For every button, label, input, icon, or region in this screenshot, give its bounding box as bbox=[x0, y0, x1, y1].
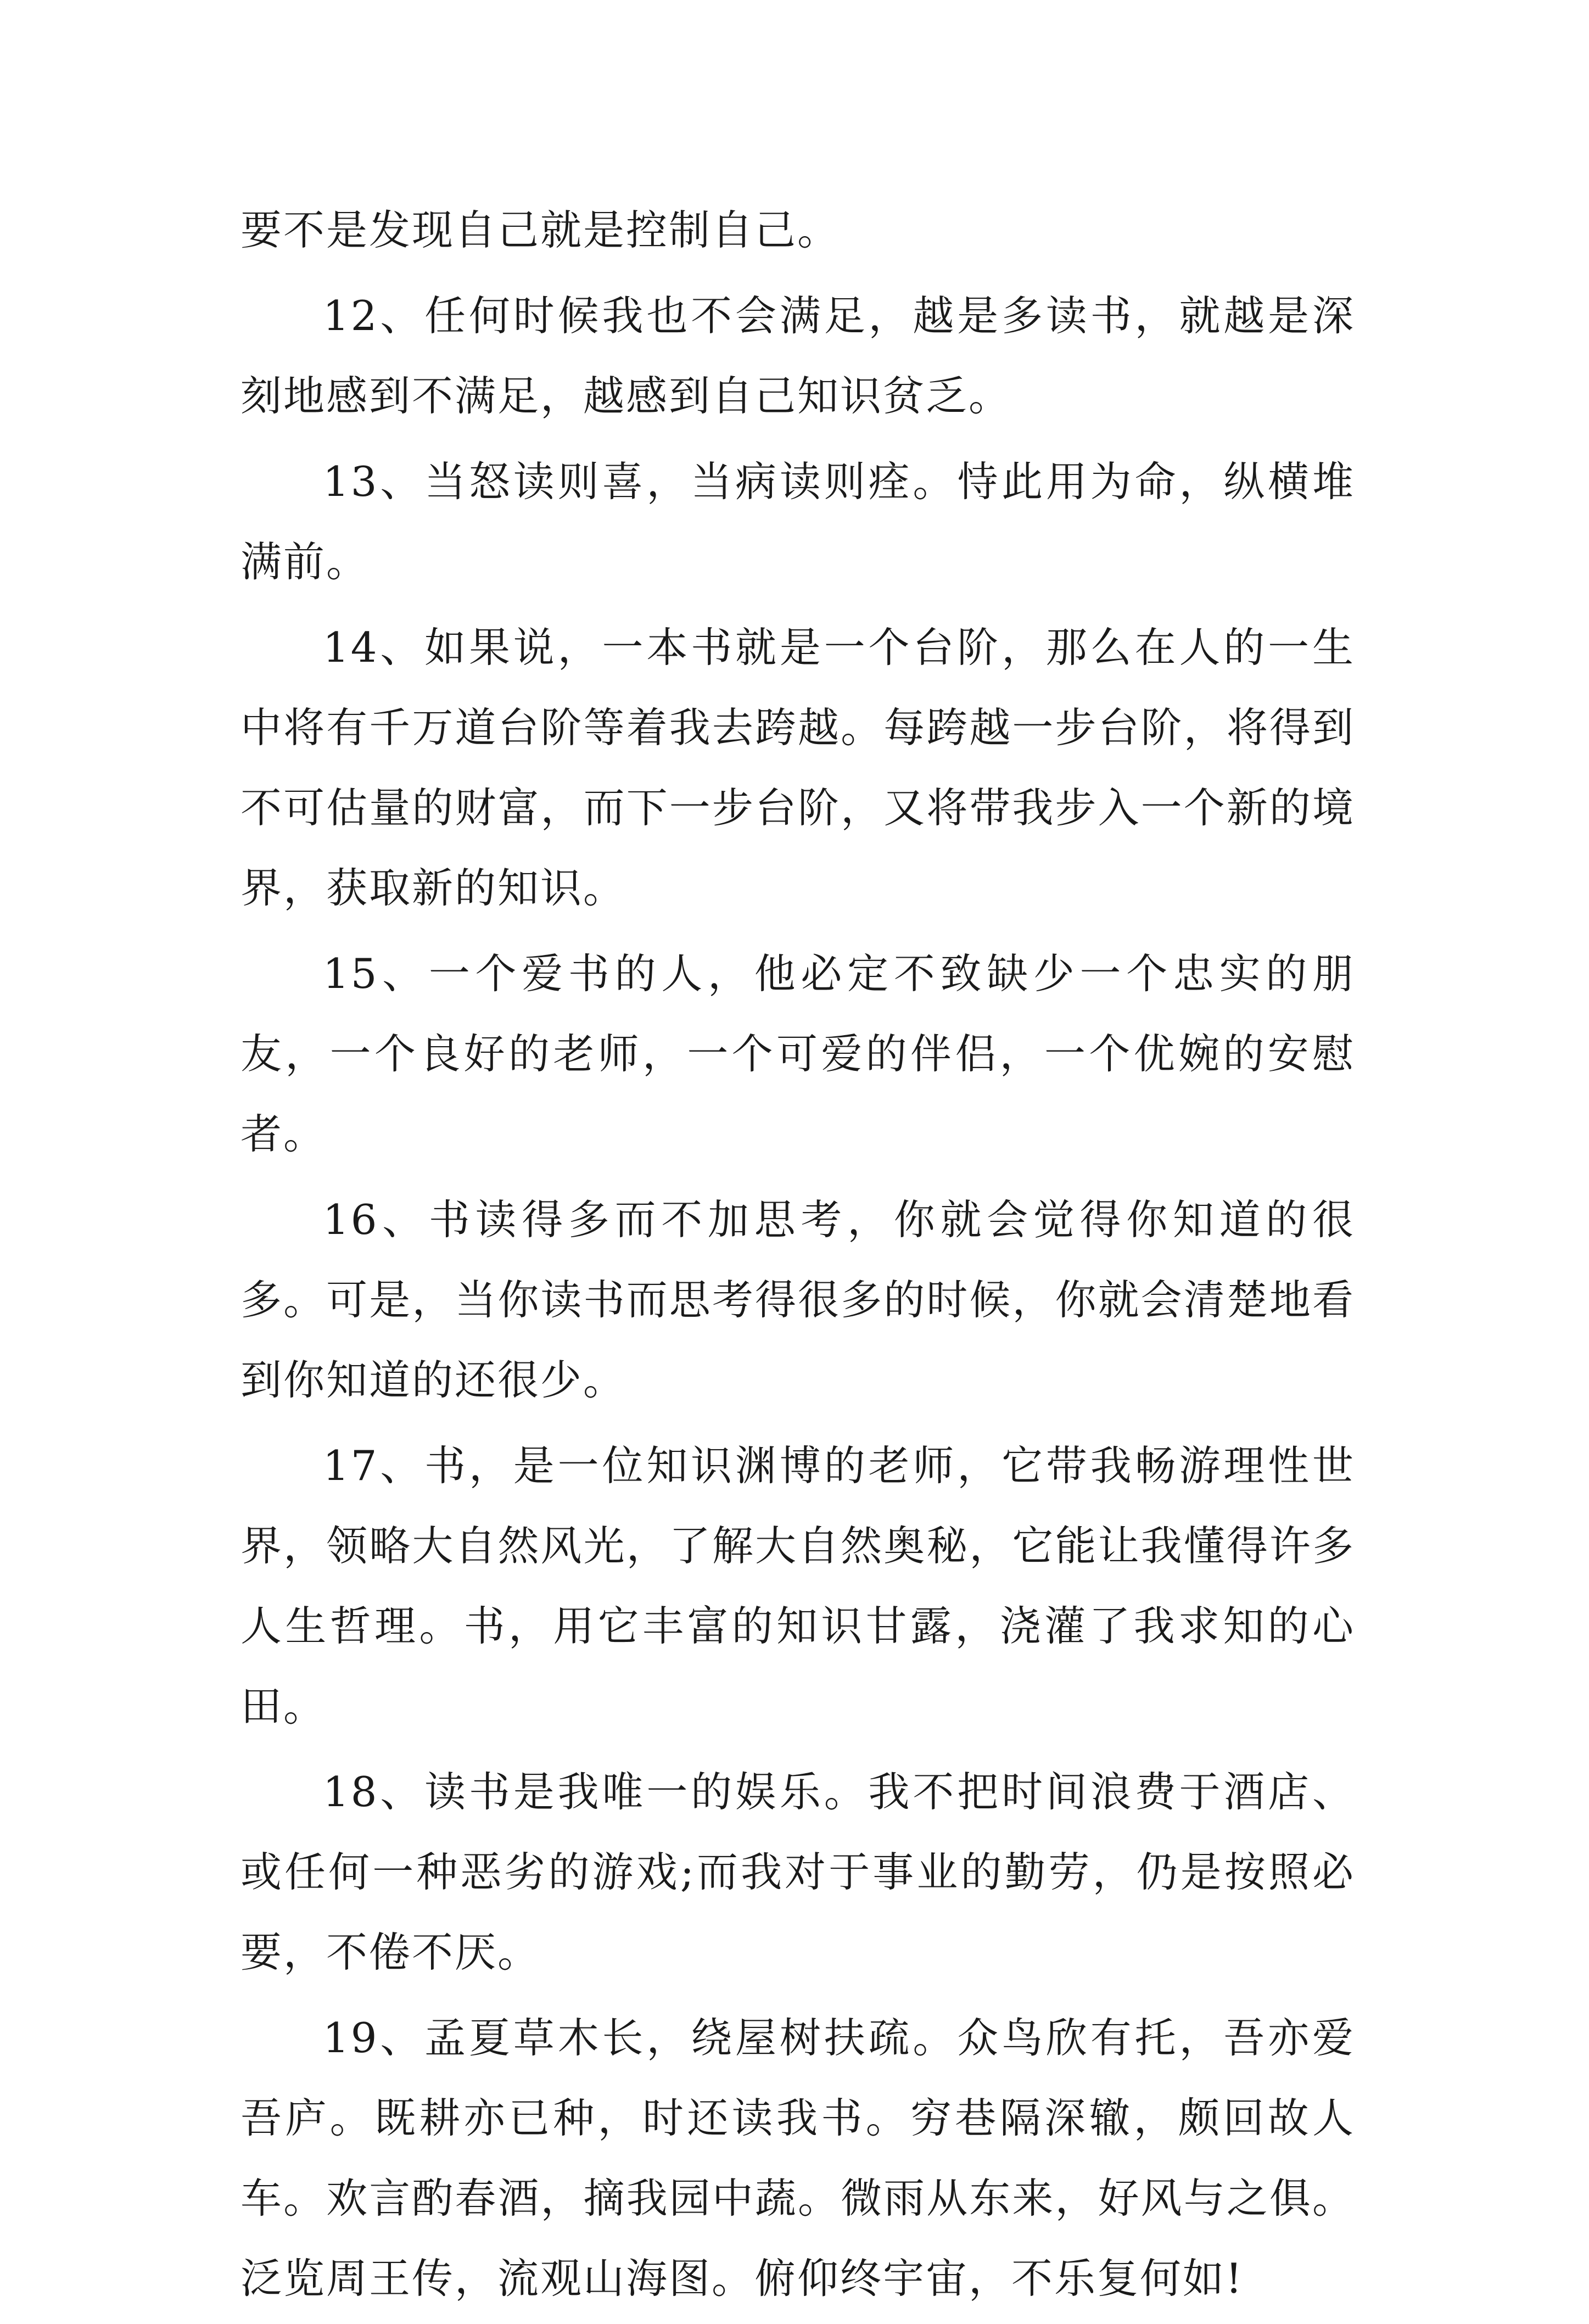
quote-17: 17、书，是一位知识渊博的老师，它带我畅游理性世界，领略大自然风光，了解大自然奥秘，它能让我懂得许多人生哲理。书，用它丰富的知识甘露，浇灌了我求知的心田。 bbox=[240, 1442, 1355, 1730]
quote-16: 16、书读得多而不加思考，你就会觉得你知道的很多。可是，当你读书而思考得很多的时候，你就会清楚地看到你知道的还很少。 bbox=[240, 1195, 1355, 1404]
quote-13: 13、当怒读则喜，当病读则痊。恃此用为命，纵横堆满前。 bbox=[240, 457, 1355, 586]
quote-15: 15、一个爱书的人，他必定不致缺少一个忠实的朋友，一个良好的老师，一个可爱的伴侣，一个优婉的安慰者。 bbox=[240, 949, 1355, 1158]
document-body bbox=[240, 190, 1355, 2324]
quote-19: 19、孟夏草木长，绕屋树扶疏。众鸟欣有托，吾亦爱吾庐。既耕亦已种，时还读我书。穷巷隔深辙，颇回故人车。欢言酌春酒，摘我园中蔬。微雨从东来，好风与之俱。泛览周王传，流观山海图。俯仰终宇宙，不乐复何如! bbox=[240, 2014, 1355, 2303]
quote-18: 18、读书是我唯一的娱乐。我不把时间浪费于酒店、或任何一种恶劣的游戏;而我对于事业的勤劳，仍是按照必要，不倦不厌。 bbox=[240, 1768, 1355, 1976]
quote-14: 14、如果说，一本书就是一个台阶，那么在人的一生中将有千万道台阶等着我去跨越。每跨越一步台阶，将得到不可估量的财富，而下一步台阶，又将带我步入一个新的境界，获取新的知识。 bbox=[240, 623, 1355, 912]
paragraph-continuation: 要不是发现自己就是控制自己。 bbox=[240, 206, 841, 254]
quote-12: 12、任何时候我也不会满足，越是多读书，就越是深刻地感到不满足，越感到自己知识贫乏。 bbox=[240, 292, 1355, 420]
